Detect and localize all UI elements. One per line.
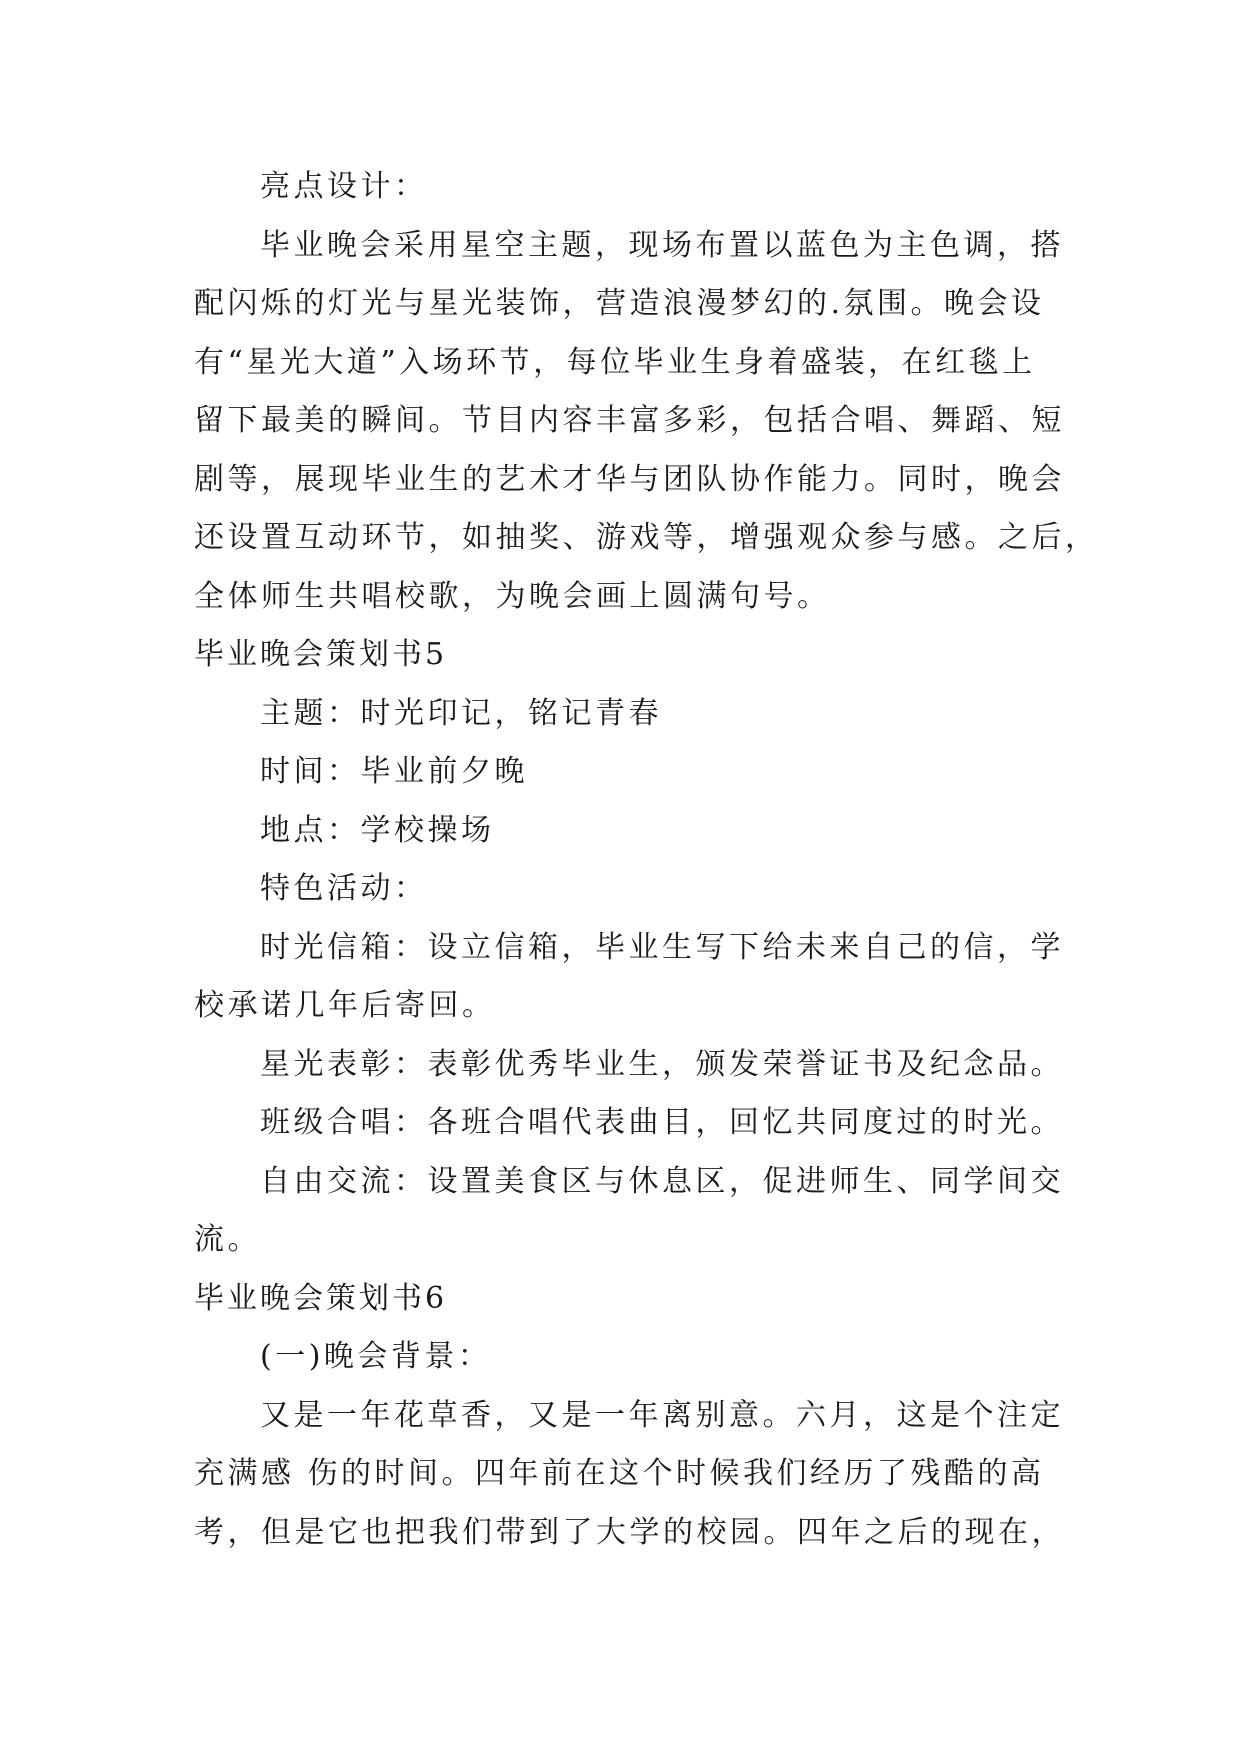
text-line: 剧等，展现毕业生的艺术才华与团队协作能力。同时，晚会: [194, 461, 1065, 497]
text-line: 充满感 伤的时间。四年前在这个时候我们经历了残酷的高: [194, 1456, 1045, 1491]
text-line: 毕业晚会采用星空主题，现场布置以蓝色为主色调，搭: [260, 227, 1064, 263]
text-line: 班级合唱：各班合唱代表曲目，回忆共同度过的时光。: [260, 1105, 1064, 1140]
section-heading: 毕业晚会策划书6: [194, 1280, 448, 1316]
text-line: 主题：时光印记，铭记青春: [260, 695, 662, 731]
text-line: 考，但是它也把我们带到了大学的校园。四年之后的现在，: [194, 1514, 1065, 1550]
text-line: 时间：毕业前夕晚: [260, 754, 528, 789]
text-line: (一)晚会背景：: [260, 1339, 492, 1374]
text-line: 亮点设计：: [260, 169, 428, 204]
document-body: [194, 158, 1099, 1562]
text-line: 留下最美的瞬间。节目内容丰富多彩，包括合唱、舞蹈、短: [194, 403, 1065, 438]
text-line: 还设置互动环节，如抽奖、游戏等，增强观众参与感。之后，: [194, 520, 1099, 555]
text-line: 配闪烁的灯光与星光装饰，营造浪漫梦幻的.氛围。晚会设: [194, 286, 1045, 321]
text-line: 自由交流：设置美食区与休息区，促进师生、同学间交: [260, 1163, 1064, 1199]
text-line: 又是一年花草香，又是一年离别意。六月，这是个注定: [260, 1397, 1064, 1433]
text-line: 流。: [194, 1222, 261, 1257]
text-line: 校承诺几年后寄回。: [194, 988, 496, 1023]
text-line: 有“星光大道”入场环节，每位毕业生身着盛装，在红毯上: [194, 344, 1036, 380]
section-heading: 毕业晚会策划书5: [194, 637, 448, 672]
text-line: 星光表彰：表彰优秀毕业生，颁发荣誉证书及纪念品。: [260, 1046, 1064, 1082]
text-line: 地点：学校操场: [260, 812, 495, 848]
text-line: 全体师生共唱校歌，为晚会画上圆满句号。: [194, 578, 831, 614]
text-line: 特色活动：: [260, 871, 428, 906]
text-line: 时光信箱：设立信箱，毕业生写下给未来自己的信，学: [260, 929, 1064, 965]
